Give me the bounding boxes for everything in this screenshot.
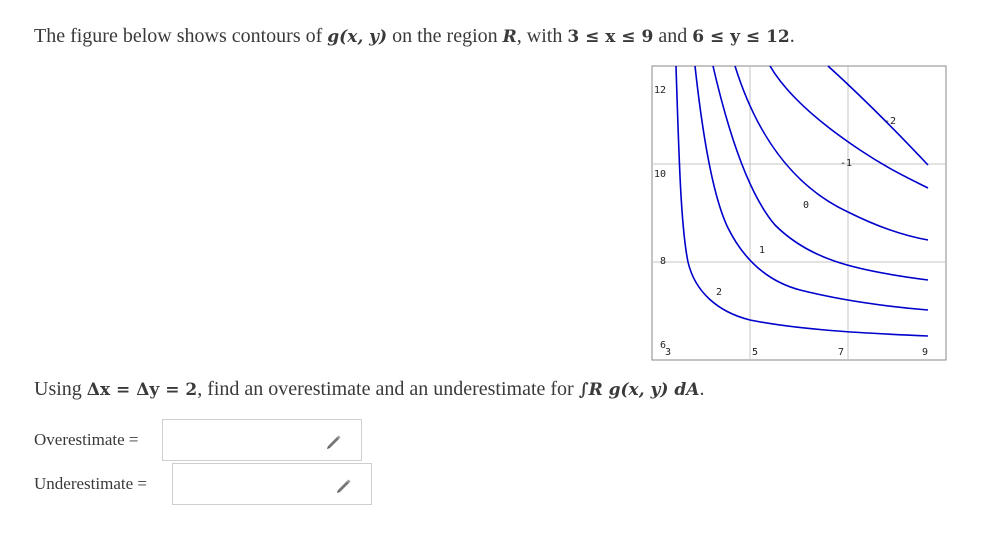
problem-statement: The figure below shows contours of g(x, y) on the region R, with 3 ≤ x ≤ 9 and 6 ≤ y ≤ 12. [34, 25, 795, 47]
overestimate-label: Overestimate = [34, 430, 139, 449]
region-symbol: R [502, 27, 517, 47]
x-tick-3: 3 [665, 347, 672, 358]
y-tick-10: 10 [654, 169, 667, 180]
x-tick-5: 5 [752, 347, 759, 358]
contour-label-neg2: -2 [884, 116, 897, 127]
contour-label-1: 1 [759, 245, 766, 256]
underestimate-label: Underestimate = [34, 474, 147, 493]
question-text: Using Δx = Δy = 2, find an overestimate and an underestimate for ∫R g(x, y) dA. [34, 378, 705, 400]
overestimate-input[interactable] [162, 419, 362, 461]
contour-label-0: 0 [803, 200, 810, 211]
x-range: 3 ≤ x ≤ 9 [567, 27, 654, 47]
contour-label-2: 2 [716, 287, 723, 298]
contour-label-neg1: -1 [840, 158, 853, 169]
x-tick-7: 7 [838, 347, 845, 358]
underestimate-input[interactable] [172, 463, 372, 505]
function-g: g(x, y) [327, 27, 388, 47]
y-range: 6 ≤ y ≤ 12 [692, 27, 790, 47]
x-tick-9: 9 [922, 347, 929, 358]
integral-expression: ∫R g(x, y) dA [578, 380, 700, 400]
y-tick-8: 8 [660, 256, 667, 267]
delta-expression: Δx = Δy = 2 [86, 380, 198, 400]
y-tick-12: 12 [654, 85, 667, 96]
pencil-icon[interactable] [335, 476, 353, 494]
y-tick-6: 6 [660, 340, 667, 351]
pencil-icon[interactable] [325, 432, 343, 450]
plot-frame [652, 66, 946, 360]
